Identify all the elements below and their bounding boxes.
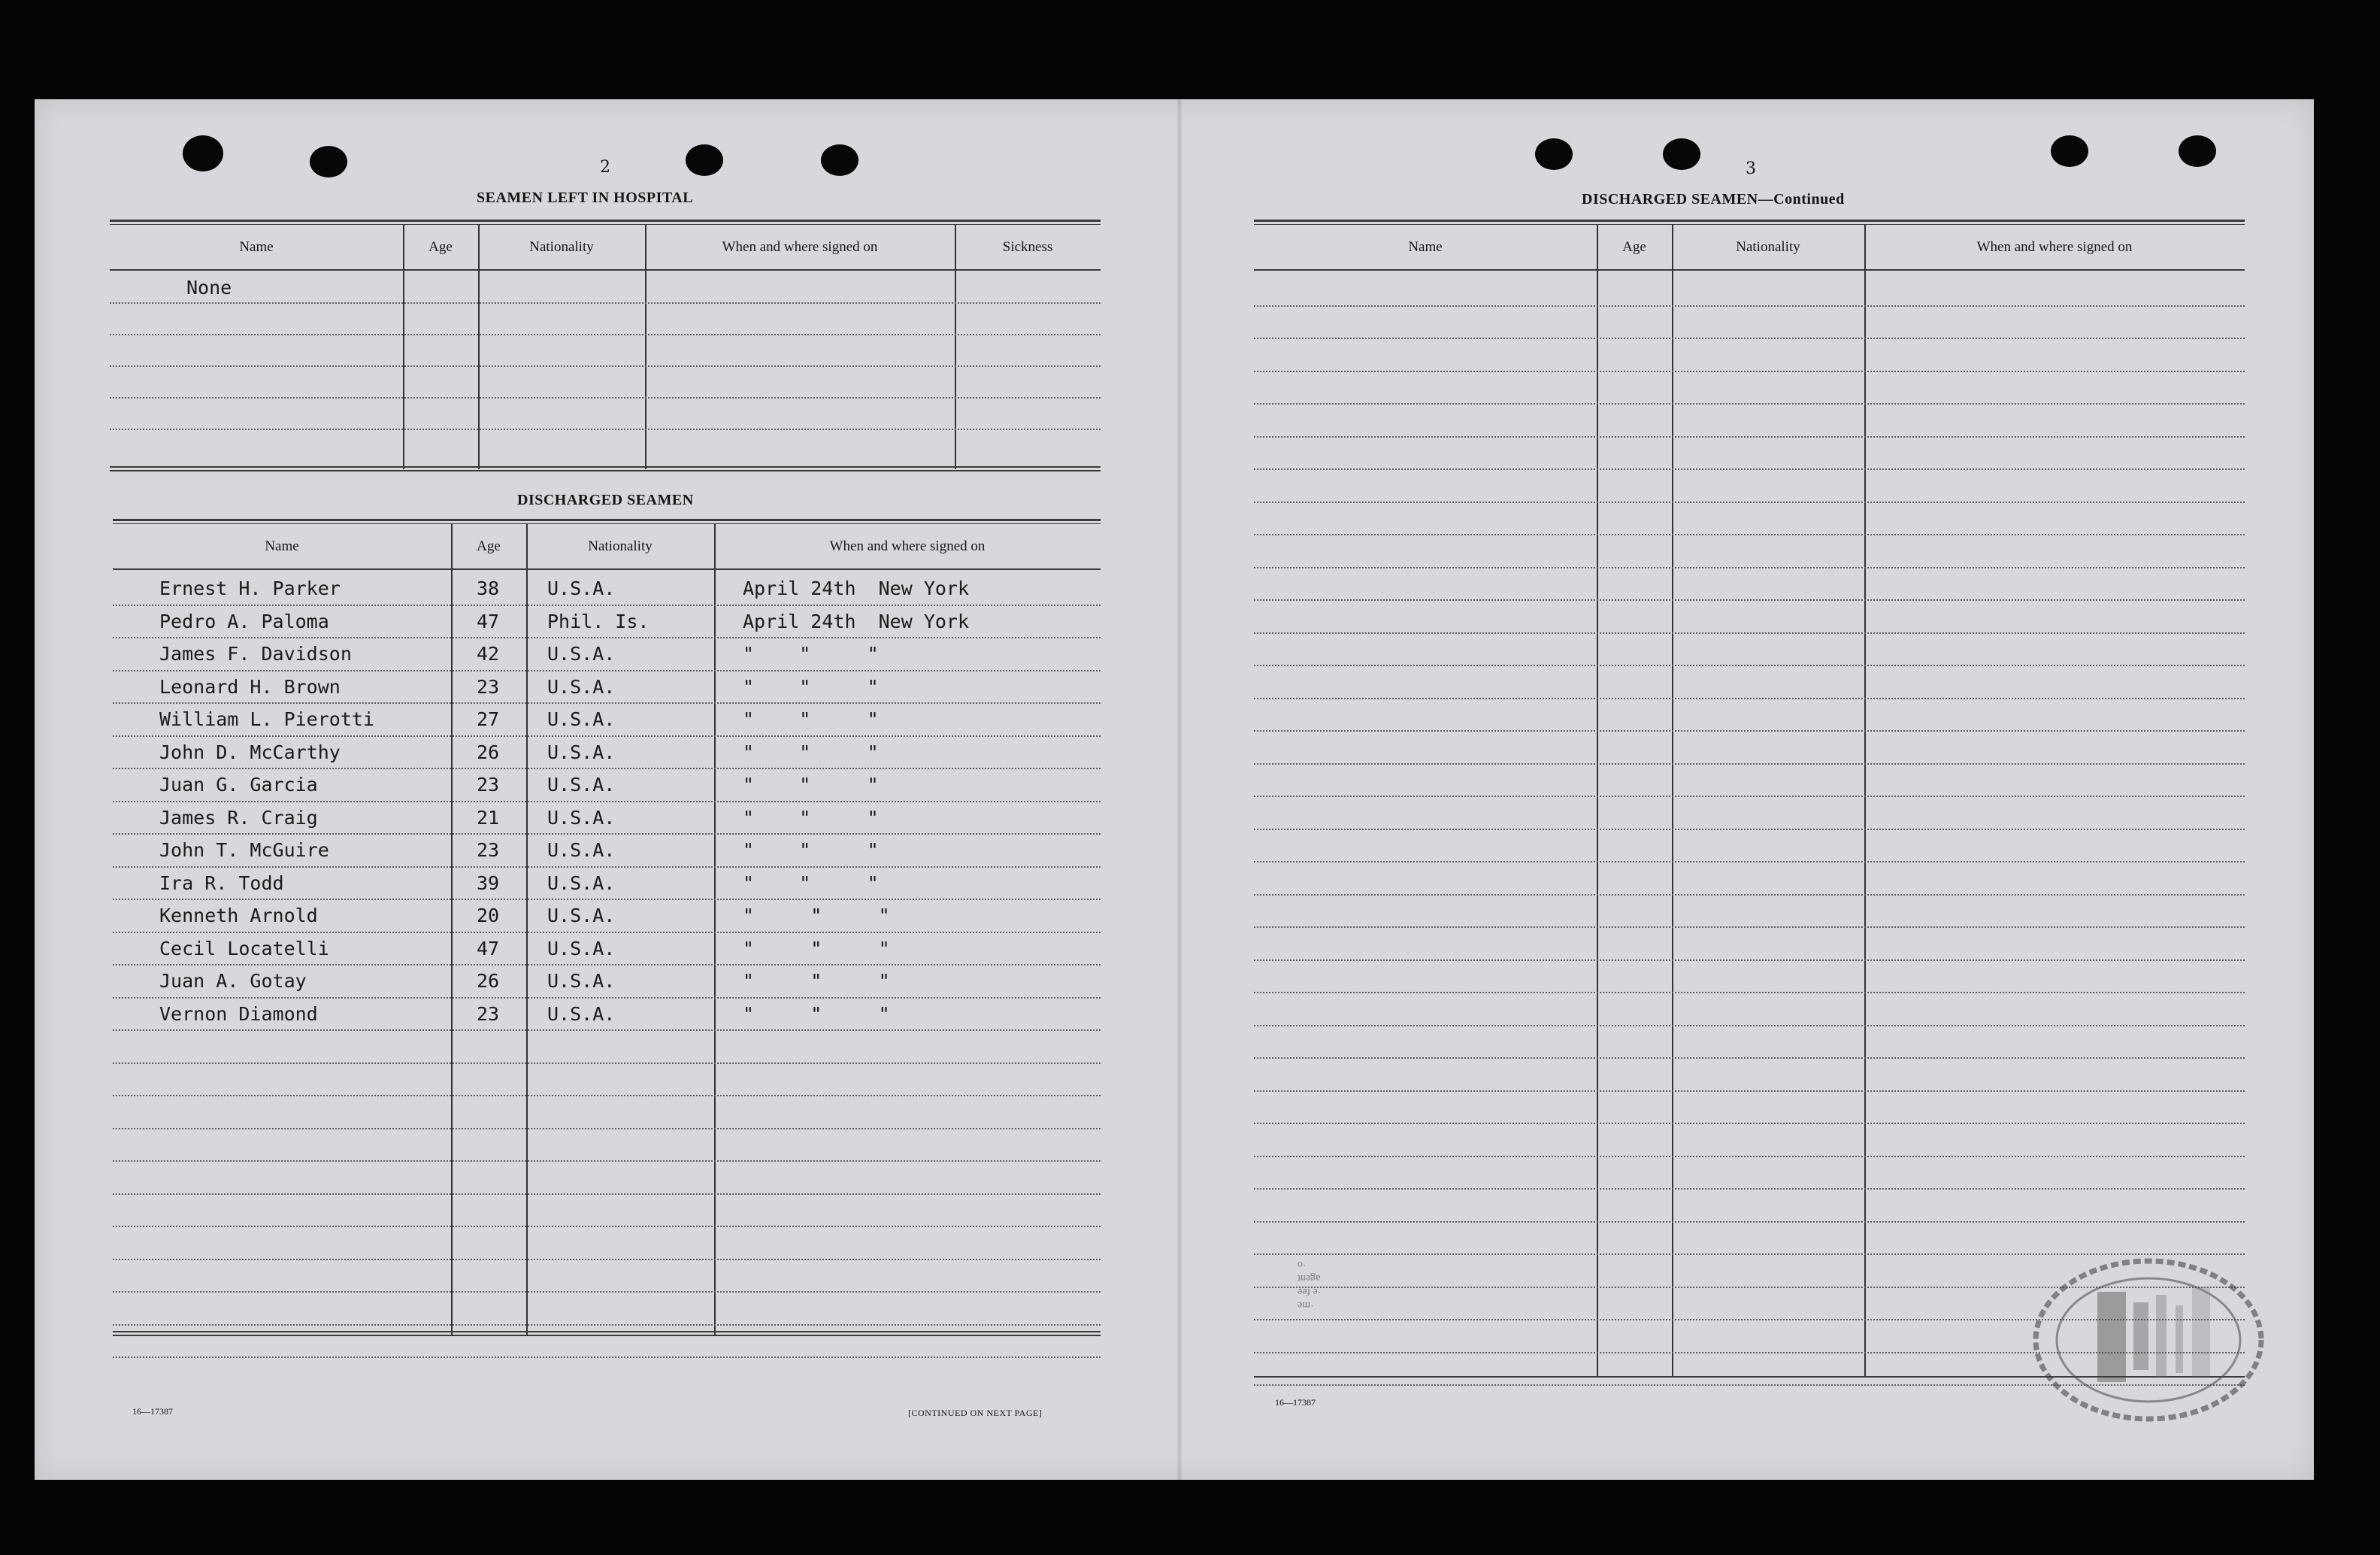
seaman-signed-on: " " " <box>743 741 879 763</box>
row-rule <box>113 833 1101 835</box>
row-rule <box>1254 763 2245 765</box>
continued-title-suffix: —Continued <box>1758 191 1845 208</box>
continued-title-main: DISCHARGED SEAMEN <box>1582 191 1758 208</box>
seaman-age: 23 <box>477 774 500 796</box>
receipt-stamp <box>2028 1242 2276 1423</box>
page-number-left: 2 <box>600 158 610 177</box>
row-rule <box>1254 305 2245 307</box>
seaman-nationality: U.S.A. <box>547 871 616 894</box>
row-rule <box>1254 1123 2245 1124</box>
seaman-age: 21 <box>477 806 500 829</box>
seaman-nationality: U.S.A. <box>547 937 616 959</box>
seaman-age: 23 <box>477 839 500 861</box>
continued-col-nationality: Nationality <box>1736 239 1800 255</box>
row-rule <box>113 1193 1101 1195</box>
seaman-nationality: U.S.A. <box>547 577 616 599</box>
row-rule <box>1254 1057 2245 1059</box>
row-rule <box>113 1291 1101 1293</box>
seaman-signed-on: " " " <box>743 937 890 959</box>
row-rule <box>1254 829 2245 830</box>
seaman-name: John D. McCarthy <box>159 741 341 763</box>
row-rule <box>1254 1221 2245 1223</box>
seaman-name: James F. Davidson <box>159 643 352 665</box>
seaman-name: Cecil Locatelli <box>159 937 329 959</box>
punch-hole <box>183 135 223 171</box>
seaman-name: William L. Pierotti <box>159 708 374 730</box>
discharged-col-nationality: Nationality <box>588 538 653 554</box>
row-rule <box>113 932 1101 933</box>
seaman-signed-on: " " " <box>743 839 879 861</box>
discharged-col-name: Name <box>265 538 299 554</box>
hospital-col-sickness: Sickness <box>1002 239 1053 255</box>
row-rule <box>1254 567 2245 568</box>
seaman-nationality: U.S.A. <box>547 643 616 665</box>
row-rule <box>113 1128 1101 1129</box>
seaman-name: Ira R. Todd <box>159 871 284 894</box>
seaman-age: 27 <box>477 708 500 730</box>
seaman-name: Juan A. Gotay <box>159 970 307 992</box>
seaman-name: Juan G. Garcia <box>159 774 318 796</box>
continued-col-name: Name <box>1408 239 1443 255</box>
row-rule <box>113 1160 1101 1162</box>
discharged-table <box>113 519 1101 1338</box>
seaman-age: 38 <box>477 577 500 599</box>
row-rule <box>113 702 1101 704</box>
seaman-age: 39 <box>477 871 500 894</box>
form-code-left: 16—17387 <box>132 1406 173 1417</box>
seaman-signed-on: April 24th New York <box>743 610 970 632</box>
seaman-signed-on: " " " <box>743 1002 890 1025</box>
punch-hole <box>2179 135 2216 167</box>
punch-hole <box>1535 138 1573 170</box>
seaman-age: 47 <box>477 610 500 632</box>
row-rule <box>113 1029 1101 1031</box>
row-rule <box>1254 436 2245 438</box>
hospital-entry: None <box>186 277 232 299</box>
seaman-age: 26 <box>477 741 500 763</box>
seaman-signed-on: " " " <box>743 643 879 665</box>
row-rule <box>113 997 1101 999</box>
row-rule <box>1254 599 2245 601</box>
punch-hole <box>1663 138 1700 170</box>
row-rule <box>113 670 1101 671</box>
discharged-col-signed-on: When and where signed on <box>829 538 986 554</box>
row-rule <box>1254 468 2245 470</box>
page-fold <box>1177 99 1182 1480</box>
row-rule <box>1254 959 2245 961</box>
seaman-age: 23 <box>477 1002 500 1025</box>
seaman-nationality: U.S.A. <box>547 708 616 730</box>
seaman-age: 47 <box>477 937 500 959</box>
hospital-col-nationality: Nationality <box>529 239 594 255</box>
row-rule <box>1254 1156 2245 1157</box>
row-rule <box>1254 338 2245 339</box>
row-rule <box>113 801 1101 802</box>
continued-section-title <box>1582 191 1845 208</box>
punch-hole <box>2051 135 2088 167</box>
row-rule <box>113 964 1101 965</box>
seaman-age: 42 <box>477 643 500 665</box>
row-rule <box>1254 502 2245 503</box>
row-rule <box>1254 698 2245 699</box>
seaman-age: 20 <box>477 905 500 926</box>
seaman-name: Vernon Diamond <box>159 1002 318 1025</box>
seaman-name: Kenneth Arnold <box>159 905 318 926</box>
row-rule <box>113 1226 1101 1227</box>
row-rule <box>1254 730 2245 732</box>
seaman-signed-on: " " " <box>743 774 879 796</box>
row-rule <box>1254 1090 2245 1092</box>
row-rule <box>113 1062 1101 1064</box>
row-rule <box>1254 534 2245 535</box>
ledger-sheet <box>35 99 2314 1480</box>
row-rule <box>1254 992 2245 993</box>
row-rule <box>113 1324 1101 1326</box>
hospital-col-name: Name <box>239 239 274 255</box>
seaman-nationality: U.S.A. <box>547 774 616 796</box>
seaman-nationality: Phil. Is. <box>547 610 650 632</box>
hospital-col-signed-on: When and where signed on <box>722 239 878 255</box>
row-rule <box>113 899 1101 900</box>
seaman-nationality: U.S.A. <box>547 806 616 829</box>
row-rule <box>113 866 1101 868</box>
row-rule <box>1254 861 2245 862</box>
discharged-col-age: Age <box>477 538 501 554</box>
seaman-age: 26 <box>477 970 500 992</box>
seaman-nationality: U.S.A. <box>547 970 616 992</box>
row-rule <box>113 1095 1101 1096</box>
row-rule <box>1254 665 2245 666</box>
seaman-name: John T. McGuire <box>159 839 329 861</box>
seaman-nationality: U.S.A. <box>547 741 616 763</box>
row-rule <box>113 637 1101 638</box>
row-rule <box>1254 894 2245 896</box>
seaman-signed-on: " " " <box>743 806 879 829</box>
row-rule <box>113 1259 1101 1260</box>
row-rule <box>1254 796 2245 797</box>
row-rule <box>1254 403 2245 405</box>
hospital-col-age: Age <box>428 239 453 255</box>
form-code-right: 16—17387 <box>1275 1397 1316 1408</box>
continued-note: [CONTINUED ON NEXT PAGE] <box>908 1408 1043 1418</box>
seaman-signed-on: " " " <box>743 675 879 698</box>
hospital-table <box>110 220 1101 475</box>
row-rule <box>113 1356 1101 1358</box>
punch-hole <box>686 144 723 176</box>
row-rule <box>1254 1025 2245 1026</box>
page-number-right: 3 <box>1746 159 1756 178</box>
seaman-nationality: U.S.A. <box>547 1002 616 1025</box>
row-rule <box>1254 1188 2245 1190</box>
punch-hole <box>310 146 347 177</box>
seaman-signed-on: " " " <box>743 970 890 992</box>
punch-hole <box>821 144 858 176</box>
continued-table <box>1254 220 2245 1378</box>
continued-col-signed-on: When and where signed on <box>1976 239 2133 255</box>
seaman-age: 23 <box>477 675 500 698</box>
continued-col-age: Age <box>1622 239 1646 255</box>
row-rule <box>113 605 1101 606</box>
seaman-signed-on: " " " <box>743 871 879 894</box>
row-rule <box>113 735 1101 737</box>
seaman-name: Leonard H. Brown <box>159 675 341 698</box>
row-rule <box>1254 371 2245 372</box>
row-rule <box>1254 632 2245 634</box>
row-rule <box>1254 926 2245 928</box>
seaman-name: Ernest H. Parker <box>159 577 341 599</box>
hospital-section-title: SEAMEN LEFT IN HOSPITAL <box>477 189 694 206</box>
bleed-through-marks: ·me ·e fee agent ·o <box>1297 1259 1322 1311</box>
seaman-signed-on: " " " <box>743 905 890 926</box>
seaman-signed-on: April 24th New York <box>743 577 970 599</box>
seaman-name: Pedro A. Paloma <box>159 610 329 632</box>
seaman-nationality: U.S.A. <box>547 905 616 926</box>
seaman-nationality: U.S.A. <box>547 839 616 861</box>
seaman-name: James R. Craig <box>159 806 318 829</box>
row-rule <box>113 768 1101 769</box>
seaman-nationality: U.S.A. <box>547 675 616 698</box>
discharged-section-title: DISCHARGED SEAMEN <box>517 492 694 508</box>
seaman-signed-on: " " " <box>743 708 879 730</box>
